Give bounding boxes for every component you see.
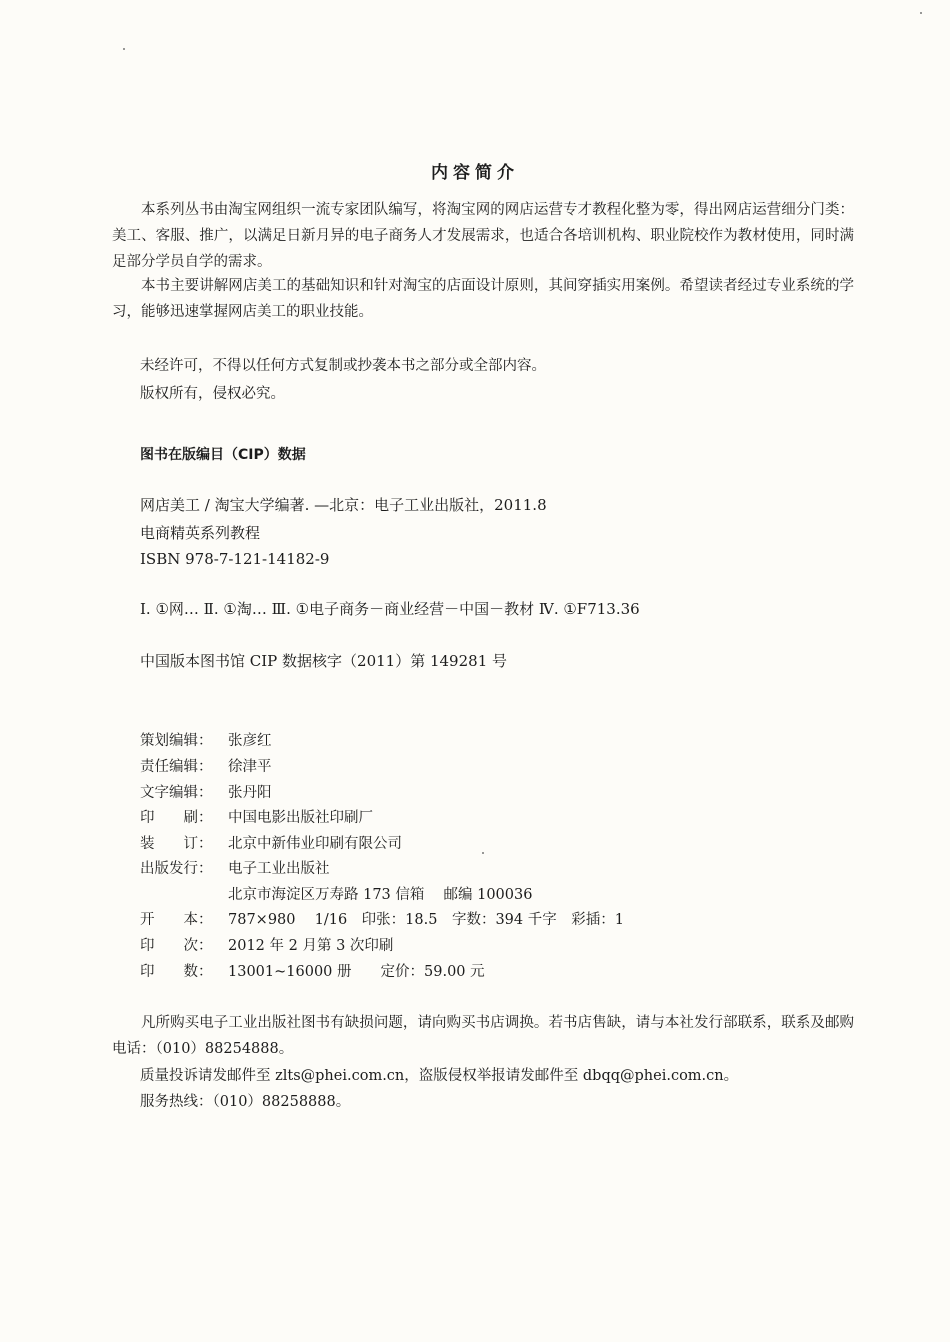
intro-paragraph-1: 本系列丛书由淘宝网组织一流专家团队编写，将淘宝网的网店运营专才教程化整为零，得出网店运营细分门类：美工、客服、推广，以满足日新月异的电子商务人才发展需求，也适合各培训机构、职业院校作为教材使用，同时满足部分学员自学的需求。 [112, 202, 854, 270]
credit-value: 13001~16000 册 定价：59.00 元 [228, 964, 485, 980]
credit-row [140, 857, 330, 878]
credit-row [140, 960, 485, 981]
notice-paragraph: 凡所购买电子工业出版社图书有缺损问题，请向购买书店调换。若书店售缺，请与本社发行部联系，联系及邮购电话：（010）88254888。 [112, 1015, 854, 1057]
credit-value: 徐津平 [228, 759, 272, 775]
cip-line-2: 电商精英系列教程 [140, 524, 261, 542]
credit-value: 北京市海淀区万寿路 173 信箱 邮编 100036 [228, 887, 533, 903]
credit-label: 印 数： [140, 964, 213, 980]
credit-row [140, 781, 272, 802]
credit-label: 装 订： [140, 836, 213, 852]
cip-line-1: 网店美工 / 淘宝大学编著. —北京：电子工业出版社，2011.8 [140, 496, 547, 514]
cip-classification: Ⅰ. ①网… Ⅱ. ①淘… Ⅲ. ①电子商务－商业经营－中国－教材 Ⅳ. ①F713.36 [140, 600, 640, 618]
credit-value: 北京中新伟业印刷有限公司 [228, 836, 402, 852]
credit-label: 开 本： [140, 912, 213, 928]
scan-speck [482, 852, 484, 854]
credit-value: 2012 年 2 月第 3 次印刷 [228, 938, 394, 954]
credit-label: 印 次： [140, 938, 213, 954]
scan-speck [123, 48, 125, 50]
credit-value: 张彦红 [228, 733, 272, 749]
credit-label: 文字编辑： [140, 785, 213, 801]
scan-speck [920, 12, 922, 14]
credit-label: 责任编辑： [140, 759, 213, 775]
credit-row [140, 806, 373, 827]
cip-heading: 图书在版编目（CIP）数据 [140, 447, 306, 463]
cip-record-number: 中国版本图书馆 CIP 数据核字（2011）第 149281 号 [140, 652, 508, 670]
credit-value: 中国电影出版社印刷厂 [228, 810, 373, 826]
notice-email-line: 质量投诉请发邮件至 zlts@phei.com.cn，盗版侵权举报请发邮件至 dbqq@phei.com.cn。 [140, 1068, 739, 1084]
credit-row [140, 908, 624, 929]
cip-isbn: ISBN 978-7-121-14182-9 [140, 550, 330, 568]
copyright-line-2: 版权所有，侵权必究。 [140, 386, 285, 402]
notice-hotline: 服务热线：（010）88258888。 [140, 1094, 351, 1110]
credit-value: 电子工业出版社 [228, 861, 330, 877]
credit-value: 787×980 1/16 印张：18.5 字数：394 千字 彩插：1 [228, 912, 624, 928]
credit-row [140, 832, 402, 853]
credit-label: 印 刷： [140, 810, 213, 826]
credit-label: 策划编辑： [140, 733, 213, 749]
credit-row [140, 934, 393, 955]
credit-value: 张丹阳 [228, 785, 272, 801]
intro-paragraph-2: 本书主要讲解网店美工的基础知识和针对淘宝的店面设计原则，其间穿插实用案例。希望读者经过专业系统的学习，能够迅速掌握网店美工的职业技能。 [112, 278, 854, 320]
copyright-line-1: 未经许可，不得以任何方式复制或抄袭本书之部分或全部内容。 [140, 358, 546, 374]
credit-label: 出版发行： [140, 861, 213, 877]
intro-title: 内容简介 [431, 163, 519, 183]
credit-row [140, 755, 272, 776]
credit-row [140, 883, 532, 904]
credit-row [140, 729, 272, 750]
